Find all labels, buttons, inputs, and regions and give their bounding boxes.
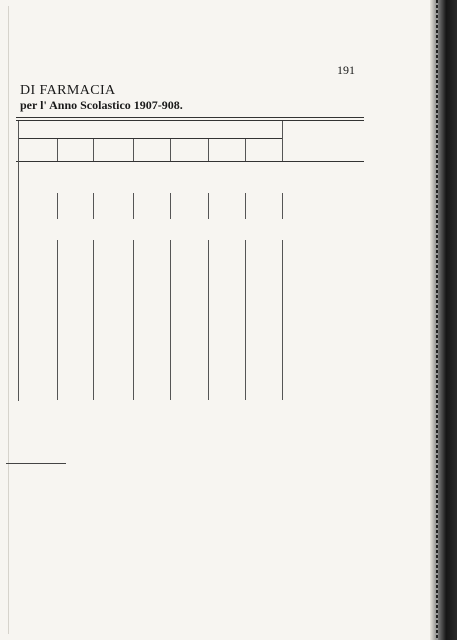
table-top-rule-2 xyxy=(16,120,364,121)
body-column-divider xyxy=(282,240,283,400)
book-spine-edge xyxy=(430,0,457,640)
day-column-divider xyxy=(57,139,58,161)
body-column-divider xyxy=(170,193,171,219)
footnote-rule xyxy=(6,463,66,464)
body-column-divider xyxy=(170,240,171,400)
day-column-divider xyxy=(170,139,171,161)
table-top-rule xyxy=(16,117,364,118)
body-column-divider xyxy=(245,240,246,400)
body-column-divider xyxy=(133,193,134,219)
day-column-divider xyxy=(133,139,134,161)
body-column-divider xyxy=(57,240,58,400)
page-subtitle: per l' Anno Scolastico 1907-908. xyxy=(20,98,183,112)
annotations-left-border xyxy=(282,121,283,161)
body-column-divider xyxy=(93,240,94,400)
page-margin-line xyxy=(8,6,9,634)
day-column-divider xyxy=(245,139,246,161)
day-column-divider xyxy=(93,139,94,161)
body-column-divider xyxy=(208,193,209,219)
table-left-border xyxy=(18,121,19,401)
body-column-divider xyxy=(133,240,134,400)
body-column-divider xyxy=(282,193,283,219)
page-title: DI FARMACIA xyxy=(20,83,116,98)
day-column-divider xyxy=(208,139,209,161)
body-column-divider xyxy=(208,240,209,400)
body-column-divider xyxy=(57,193,58,219)
body-column-divider xyxy=(245,193,246,219)
page-number: 191 xyxy=(337,63,355,77)
header-bottom-rule xyxy=(16,161,364,162)
body-column-divider xyxy=(93,193,94,219)
